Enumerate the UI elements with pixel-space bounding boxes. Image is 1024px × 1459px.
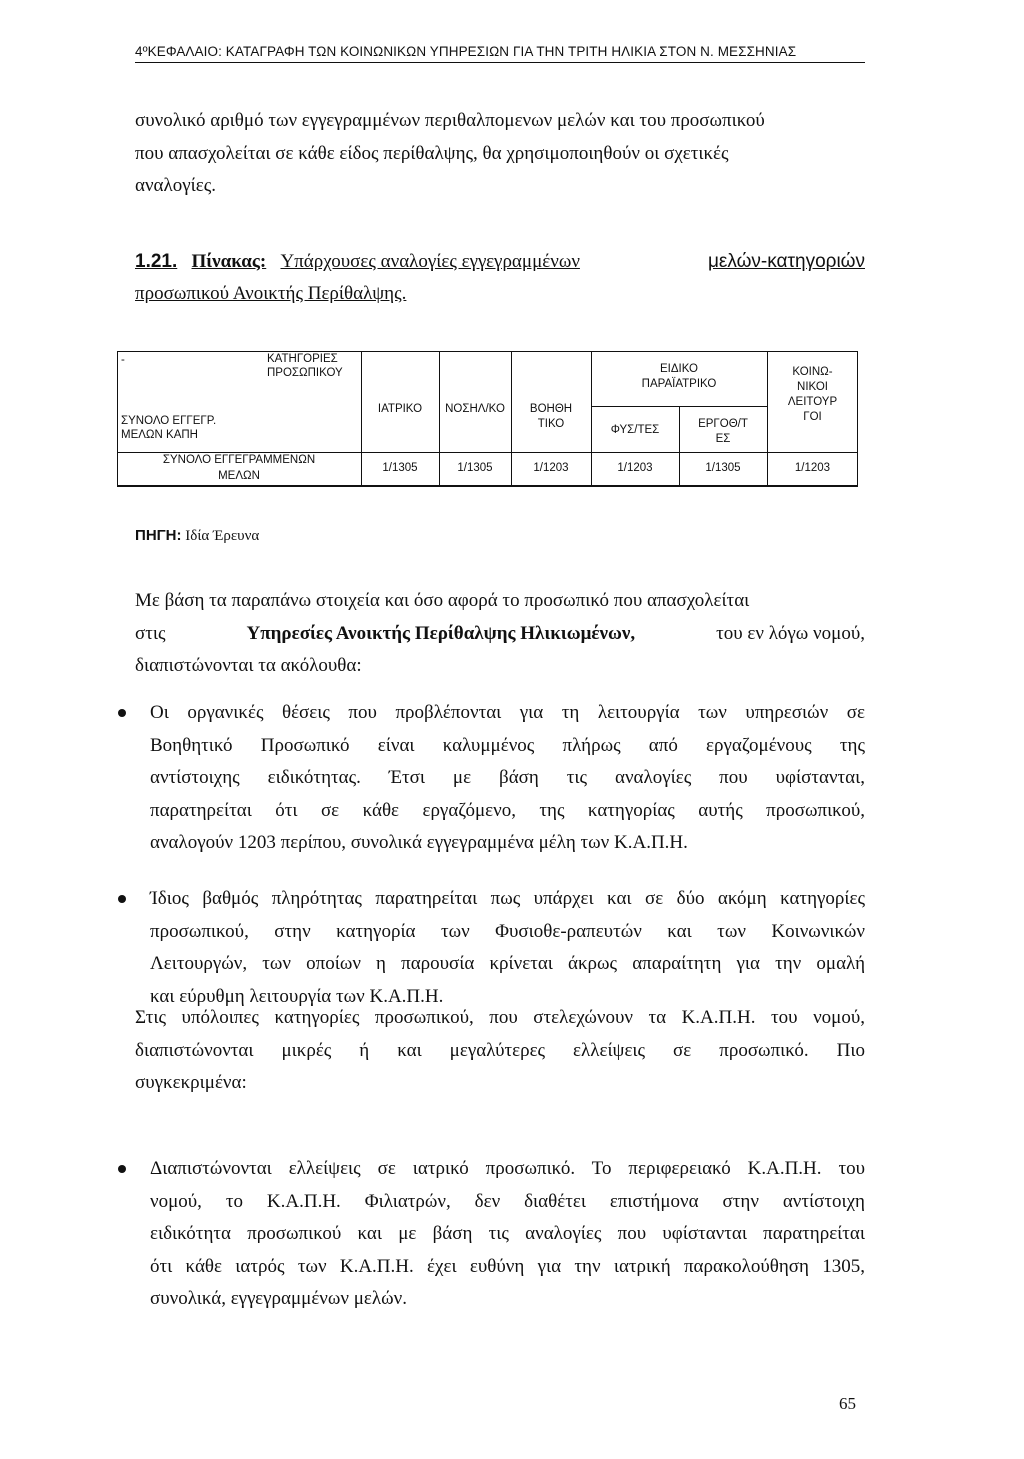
text-line: διαπιστώνονται τα ακόλουθα: <box>135 655 362 676</box>
header-categories: ΠΡΟΣΩΠΙΚΟΥ <box>267 367 343 379</box>
table-caption <box>135 240 865 304</box>
intro-paragraph <box>135 105 865 203</box>
col-header-ergo: ΕΡΓΟΘ/Τ <box>698 418 748 430</box>
bullet-icon <box>118 1165 126 1173</box>
caption-title: Υπάρχουσες αναλογίες εγγεγραμμένων <box>280 251 580 272</box>
text-line: αναλογούν 1203 περίπου, συνολικά εγγεγραμμένα μέλη των Κ.Α.Π.Η. <box>150 832 688 853</box>
text-line: Ίδιος βαθμός πληρότητας παρατηρείται πως υπάρχει και σε δύο ακόμη κατηγορίες <box>150 888 865 909</box>
col-header-social: ΚΟΙΝΩ- <box>792 366 833 378</box>
col-header-social: ΝΙΚΟΙ <box>797 381 828 393</box>
header-total-members: ΣΥΝΟΛΟ ΕΓΓΕΓΡ. <box>121 415 217 427</box>
caption-title: μελών-κατηγοριών <box>707 251 865 272</box>
header-total-members: ΜΕΛΩΝ ΚΑΠΗ <box>121 429 198 441</box>
text-line: Βοηθητικό Προσωπικό είναι καλυμμένος πλήρως από εργαζομένους της <box>150 734 865 756</box>
bullet-item <box>135 883 865 1013</box>
col-header-medical: ΙΑΤΡΙΚΟ <box>377 403 423 415</box>
col-header-social: ΛΕΙΤΟΥΡ <box>787 396 838 408</box>
text-line: προσωπικού, στην κατηγορία των Φυσιοθε-ραπευτών και των Κοινωνικών <box>150 920 865 942</box>
caption-number: 1.21. <box>135 251 178 272</box>
emphasis-text: Υπηρεσίες Ανοικτής Περίθαλψης Ηλικιωμένων, <box>246 622 636 644</box>
running-header: 4ºΚΕΦΑΛΑΙΟ: ΚΑΤΑΓΡΑΦΗ ΤΩΝ ΚΟΙΝΩΝΙΚΩΝ ΥΠΗΡΕΣΙΩΝ ΓΙΑ ΤΗΝ ΤΡΙΤΗ ΗΛΙΚΙΑ ΣΤΟΝ Ν. ΜΕΣΣΗΝΙΑΣ <box>135 44 865 63</box>
col-header-auxiliary: ΤΙΚΟ <box>537 418 565 430</box>
text-line: Με βάση τα παραπάνω στοιχεία και όσο αφορά το προσωπικό που απασχολείται <box>135 590 750 611</box>
text-line: αναλογίες. <box>135 175 216 196</box>
table-cell: 1/1305 <box>457 462 493 474</box>
text-line: ειδικότητα προσωπικού και με βάση τις αναλογίες που υφίστανται παρατηρείται <box>150 1223 865 1244</box>
col-header-physio: ΦΥΣ/ΤΕΣ <box>610 424 660 436</box>
table-cell: 1/1305 <box>705 462 741 474</box>
source-label: ΠΗΓΗ: <box>135 527 182 544</box>
text-line: που απασχολείται σε κάθε είδος περίθαλψης, θα χρησιμοποιηθούν οι σχετικές <box>135 142 729 164</box>
bullet-item <box>135 1153 865 1316</box>
col-header-nursing: ΝΟΣΗΛ/ΚΟ <box>445 403 505 415</box>
text-line: παρατηρείται ότι σε κάθε εργαζόμενο, της κατηγορίας αυτής προσωπικού, <box>150 799 865 821</box>
findings-paragraph <box>135 585 865 683</box>
text-line: Διαπιστώνονται ελλείψεις σε ιατρικό προσωπικό. Το περιφερειακό Κ.Α.Π.Η. του <box>150 1158 865 1179</box>
header-categories: ΚΑΤΗΓΟΡΙΕΣ <box>267 353 338 365</box>
caption-title: προσωπικού Ανοικτής Περίθαλψης. <box>135 283 407 304</box>
ratios-table <box>117 351 858 486</box>
text-line: συγκεκριμένα: <box>135 1072 247 1093</box>
table-corner-mark: - <box>121 354 125 366</box>
bullet-icon <box>118 709 126 717</box>
col-header-social: ΓΟΙ <box>803 411 822 423</box>
shortages-paragraph <box>135 1002 865 1100</box>
col-header-auxiliary: ΒΟΗΘΗ <box>529 403 573 415</box>
text-line: νομού, το Κ.Α.Π.Η. Φιλιατρών, δεν διαθέτει επιστήμονα στην αντίστοιχη <box>150 1190 865 1212</box>
caption-label: Πίνακας: <box>191 251 267 272</box>
source-text: Ιδία Έρευνα <box>185 528 260 544</box>
text-line: συνολικό αριθμό των εγγεγραμμένων περιθαλπομενων μελών και του προσωπικού <box>135 110 765 131</box>
text-line: αντίστοιχης ειδικότητας. Έτσι με βάση τις αναλογίες που υφίστανται, <box>150 767 865 788</box>
text-line: ότι κάθε ιατρός των Κ.Α.Π.Η. έχει ευθύνη για την ιατρική παρακολούθηση 1305, <box>150 1255 865 1277</box>
text-line: συνολικά, εγγεγραμμένων μελών. <box>150 1288 407 1309</box>
text-fragment: στις <box>135 622 166 644</box>
text-line: και εύρυθμη λειτουργία των Κ.Α.Π.Η. <box>150 985 444 1007</box>
bullet-item <box>135 697 865 860</box>
table-cell: 1/1305 <box>382 462 418 474</box>
bullet-icon <box>118 895 126 903</box>
text-line: Οι οργανικές θέσεις που προβλέπονται για τη λειτουργία των υπηρεσιών σε <box>150 702 865 723</box>
row-label: ΣΥΝΟΛΟ ΕΓΓΕΓΡΑΜΜΕΝΩΝ <box>162 454 316 466</box>
row-label: ΜΕΛΩΝ <box>218 470 260 482</box>
text-line: Στις υπόλοιπες κατηγορίες προσωπικού, που στελεχώνουν τα Κ.Α.Π.Η. του νομού, <box>135 1007 865 1028</box>
text-line: διαπιστώνονται μικρές ή και μεγαλύτερες ελλείψεις σε προσωπικό. Πιο <box>135 1039 865 1061</box>
text-fragment: του εν λόγω νομού, <box>716 622 865 644</box>
page-number: 65 <box>839 1394 856 1413</box>
group-header-paramedical: ΕΙΔΙΚΟ <box>659 363 698 375</box>
table-cell: 1/1203 <box>617 462 653 474</box>
col-header-ergo: ΕΣ <box>715 433 731 445</box>
table-cell: 1/1203 <box>533 462 569 474</box>
source-note <box>135 527 259 545</box>
table-cell: 1/1203 <box>794 462 831 474</box>
group-header-paramedical: ΠΑΡΑΪΑΤΡΙΚΟ <box>641 378 717 390</box>
text-line <box>135 618 865 651</box>
text-line: Λειτουργών, των οποίων η παρουσία κρίνεται άκρως απαραίτητη για την ομαλή <box>150 953 865 974</box>
